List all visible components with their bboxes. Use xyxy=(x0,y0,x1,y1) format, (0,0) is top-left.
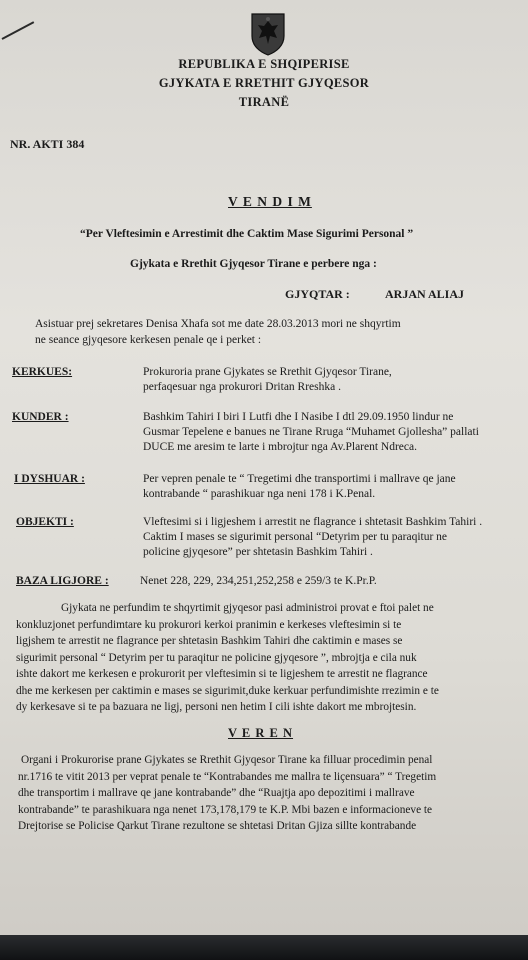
paragraph-2-line: nr.1716 te vitit 2013 per veprat penale te “Kontrabandes me mallra te liçensuara” “ Tregetim xyxy=(18,770,437,783)
kunder-line-3: DUCE me aresim te larte i mbrojtur nga Av.Plarent Ndreca. xyxy=(143,441,417,453)
paragraph-1-line: dhe me kerkesen per caktimin e mases se sigurimit,duke kerkuar perfundimishte rrezimin e te xyxy=(16,684,439,697)
intro-line-1: Asistuar prej sekretares Denisa Xhafa sot me date 28.03.2013 mori ne shqyrtim xyxy=(35,318,401,330)
baza-ligjore-label: BAZA LIGJORE : xyxy=(16,575,109,587)
case-number: NR. AKTI 384 xyxy=(10,137,85,151)
intro-line-2: ne seance gjyqesore kerkesen penale qe i perket : xyxy=(35,334,262,346)
subject-line: “Per Vleftesimin e Arrestimit dhe Caktim Mase Sigurimi Personal ” xyxy=(80,228,414,240)
paragraph-1-line: Gjykata ne perfundim te shqyrtimit gjyqesor pasi administroi provat e ftoi palet ne xyxy=(61,602,434,614)
objekti-line-1: Vleftesimi si i ligjeshem i arrestit ne flagrance i shtetasit Bashkim Tahiri . xyxy=(143,516,483,528)
paragraph-2-line: kontrabande” te parashikuara nga nenet 173,178,179 te K.P. Mbi bazen e informacioneve te xyxy=(18,803,433,816)
dyshuar-line-2: kontrabande “ parashikuar nga neni 178 i K.Penal. xyxy=(143,488,376,500)
composition-line: Gjykata e Rrethit Gjyqesor Tirane e perbere nga : xyxy=(130,258,377,270)
paragraph-1-line: ishte dakort me kerkesen e prokurorit per vleftesimin si te ligjeshem te arrestit ne flagrance xyxy=(16,668,428,680)
paragraph-2-line: Organi i Prokurorise prane Gjykates se Rrethit Gjyqesor Tirane ka filluar procedimin penal xyxy=(21,754,433,766)
header-republic: REPUBLIKA E SHQIPERISE xyxy=(178,57,350,71)
kerkues-line-1: Prokuroria prane Gjykates se Rrethit Gjyqesor Tirane, xyxy=(143,366,392,378)
header-court: GJYKATA E RRETHIT GJYQESOR xyxy=(158,76,370,90)
kerkues-label: KERKUES: xyxy=(12,366,73,378)
paragraph-1-line: ligjshem te arrestit ne flagrance per shtetasin Bashkim Tahiri dhe caktimin e mases se xyxy=(16,635,403,647)
kerkues-line-2: perfaqesuar nga prokurori Dritan Rreshka . xyxy=(143,381,341,393)
paragraph-2-line: Drejtorise se Policise Qarkut Tirane rezultone se shtetasi Dritan Gjiza sillte kontrabande xyxy=(18,820,417,832)
pen-mark xyxy=(2,21,35,40)
kunder-label: KUNDER : xyxy=(12,411,69,423)
paragraph-2 xyxy=(18,752,524,835)
header-city: TIRANË xyxy=(238,95,290,109)
paragraph-1 xyxy=(16,600,524,716)
paragraph-1-line: sigurimit personal “ Detyrim per tu paraqitur ne policine gjyqesore ”, mbrojtja e cila nuk xyxy=(16,651,417,664)
baza-ligjore-line-1: Nenet 228, 229, 234,251,252,258 e 259/3 te K.Pr.P. xyxy=(140,575,377,587)
dyshuar-line-1: Per vepren penale te “ Tregetimi dhe transportimi i mallrave qe jane xyxy=(143,473,456,485)
background-surface xyxy=(0,935,528,960)
judge-label: GJYQTAR : xyxy=(285,287,350,301)
objekti-line-3: policine gjyqesore” per shtetasin Bashkim Tahiri . xyxy=(143,546,373,558)
decision-title: V E N D I M xyxy=(228,194,312,209)
veren-title: V E R E N xyxy=(228,726,294,740)
paragraph-1-line: dy kerkesave si te pa bazuara ne ligj, personi nen hetim I cili ishte dakort me mbrojtesin. xyxy=(16,701,417,713)
paragraph-2-line: dhe transportim i mallrave qe jane kontrabande” dhe “Ruajtja apo depozitimi i mallrave xyxy=(18,787,415,799)
judge-name: ARJAN ALIAJ xyxy=(385,287,465,301)
dyshuar-label: I DYSHUAR : xyxy=(14,473,85,485)
coat-of-arms-icon xyxy=(250,12,286,56)
kunder-line-1: Bashkim Tahiri I biri I Lutfi dhe I Nasibe I dtl 29.09.1950 lindur ne xyxy=(143,411,454,423)
kunder-line-2: Gusmar Tepelene e banues ne Tirane Rruga “Muhamet Gjollesha” pallati xyxy=(143,426,479,438)
objekti-line-2: Caktim I mases se sigurimit personal “Detyrim per tu paraqitur ne xyxy=(143,531,448,543)
objekti-label: OBJEKTI : xyxy=(16,516,74,528)
paragraph-1-line: konkluzjonet perfundimtare ku prokurori kerkoi pranimin e kerkeses vleftesimin si te xyxy=(16,618,402,631)
